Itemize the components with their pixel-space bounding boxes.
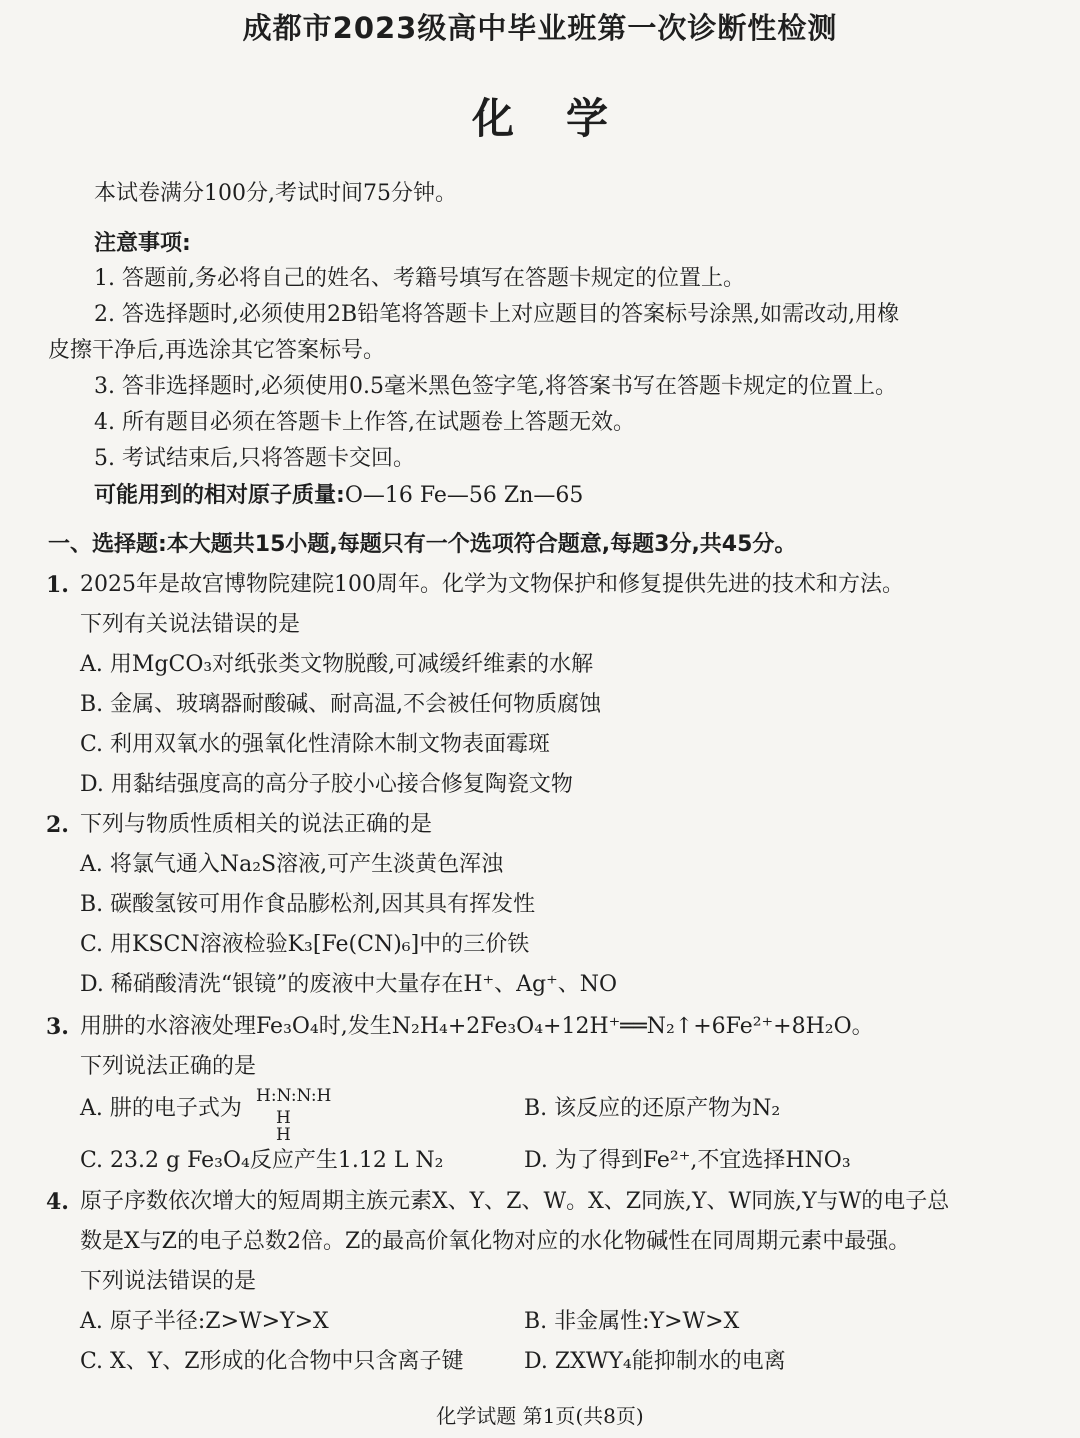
- question-number: 4.: [46, 1189, 69, 1215]
- option-a: A. 原子半径:Z>W>Y>X: [80, 1309, 329, 1334]
- option-d: D. 稀硝酸清洗“银镜”的废液中大量存在H⁺、Ag⁺、NO: [80, 972, 618, 997]
- subject-title: 化学: [471, 94, 660, 143]
- option-d: D. 为了得到Fe²⁺,不宜选择HNO₃: [524, 1148, 851, 1173]
- option-b: B. 该反应的还原产物为N₂: [524, 1096, 781, 1121]
- exam-title: 成都市2023级高中毕业班第一次诊断性检测: [242, 11, 838, 45]
- formula-row-2: H H: [276, 1108, 303, 1145]
- notices-heading: 注意事项:: [94, 231, 191, 256]
- question-number: 3.: [46, 1014, 69, 1040]
- question-stem: 用肼的水溶液处理Fe₃O₄时,发生N₂H₄+2Fe₃O₄+12H⁺══N₂↑+6Fe²⁺+8H₂O。: [80, 1014, 874, 1039]
- option-c: C. X、Y、Z形成的化合物中只含离子键: [80, 1349, 464, 1374]
- atomic-mass-values: O—16 Fe—56 Zn—65: [344, 483, 584, 508]
- option-c: C. 利用双氧水的强氧化性清除木制文物表面霉斑: [80, 732, 551, 757]
- notice-item: 1. 答题前,务必将自己的姓名、考籍号填写在答题卡规定的位置上。: [94, 266, 745, 291]
- option-b: B. 碳酸氢铵可用作食品膨松剂,因其具有挥发性: [80, 892, 536, 917]
- option-a: A. 用MgCO₃对纸张类文物脱酸,可减缓纤维素的水解: [80, 652, 594, 677]
- formula-row-1: H:N:N:H: [256, 1086, 332, 1106]
- atomic-mass-label: 可能用到的相对原子质量:: [94, 483, 345, 508]
- section-heading: 一、选择题:本大题共15小题,每题只有一个选项符合题意,每题3分,共45分。: [48, 532, 797, 557]
- option-a: A. 肼的电子式为: [80, 1096, 242, 1121]
- notice-item: 4. 所有题目必须在答题卡上作答,在试题卷上答题无效。: [94, 410, 635, 435]
- question-stem: 下列与物质性质相关的说法正确的是: [80, 812, 433, 837]
- question-stem: 原子序数依次增大的短周期主族元素X、Y、Z、W。X、Z同族,Y、W同族,Y与W的电子总: [80, 1189, 950, 1214]
- option-b: B. 非金属性:Y>W>X: [524, 1309, 740, 1334]
- notice-item: 5. 考试结束后,只将答题卡交回。: [94, 446, 415, 471]
- page-footer: 化学试题 第1页(共8页): [436, 1404, 644, 1428]
- question-stem: 数是X与Z的电子总数2倍。Z的最高价氧化物对应的水化物碱性在同周期元素中最强。: [80, 1229, 911, 1254]
- option-d: D. 用黏结强度高的高分子胶小心接合修复陶瓷文物: [80, 772, 573, 797]
- exam-intro: 本试卷满分100分,考试时间75分钟。: [94, 181, 457, 206]
- option-c: C. 23.2 g Fe₃O₄反应产生1.12 L N₂: [80, 1148, 444, 1173]
- question-number: 2.: [46, 812, 69, 838]
- question-number: 1.: [46, 572, 69, 598]
- notice-item: 2. 答选择题时,必须使用2B铅笔将答题卡上对应题目的答案标号涂黑,如需改动,用橡: [94, 302, 900, 327]
- hydrazine-electron-formula: [256, 1086, 346, 1145]
- option-b: B. 金属、玻璃器耐酸碱、耐高温,不会被任何物质腐蚀: [80, 692, 602, 717]
- question-stem: 下列说法错误的是: [80, 1269, 257, 1294]
- question-stem: 下列说法正确的是: [80, 1054, 257, 1079]
- notice-item-continued: 皮擦干净后,再选涂其它答案标号。: [48, 338, 385, 363]
- question-stem: 2025年是故宫博物院建院100周年。化学为文物保护和修复提供先进的技术和方法。: [80, 572, 904, 597]
- notice-item: 3. 答非选择题时,必须使用0.5毫米黑色签字笔,将答案书写在答题卡规定的位置上。: [94, 374, 897, 399]
- atomic-mass-line: [94, 485, 583, 507]
- option-a: A. 将氯气通入Na₂S溶液,可产生淡黄色浑浊: [80, 852, 504, 877]
- option-d: D. ZXWY₄能抑制水的电离: [524, 1349, 786, 1374]
- option-c: C. 用KSCN溶液检验K₃[Fe(CN)₆]中的三价铁: [80, 932, 530, 957]
- question-stem: 下列有关说法错误的是: [80, 612, 301, 637]
